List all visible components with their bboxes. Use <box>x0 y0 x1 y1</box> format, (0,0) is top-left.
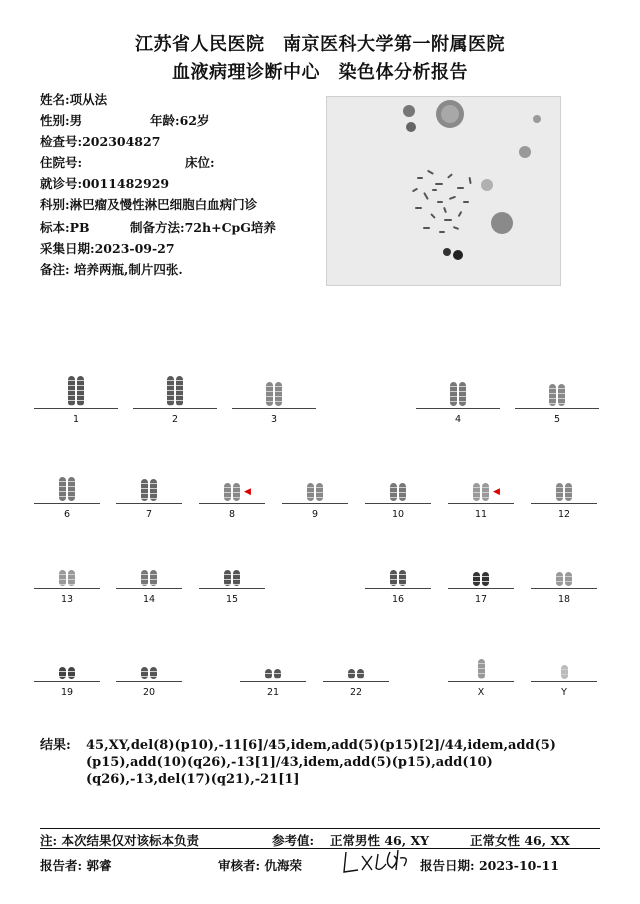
chromosome-13-2 <box>68 570 75 586</box>
chromosome-8-1 <box>224 483 231 501</box>
footer-divider-2 <box>40 848 600 849</box>
chromosome-20-2 <box>150 667 157 679</box>
karyotype-label-12: 12 <box>557 509 571 520</box>
karyotype-label-1: 1 <box>72 414 80 425</box>
chromosome-10-2 <box>399 483 406 501</box>
chromosome-22-2 <box>357 669 364 679</box>
karyotype-label-7: 7 <box>145 509 153 520</box>
karyotype-label-10: 10 <box>391 509 405 520</box>
karyotype-baseline-20 <box>116 681 182 682</box>
karyotype-label-4: 4 <box>454 414 462 425</box>
karyotype-label-6: 6 <box>63 509 71 520</box>
chromosome-7-1 <box>141 479 148 501</box>
result-label: 结果: <box>40 738 71 753</box>
chromosome-2-2 <box>176 376 183 406</box>
karyotype-baseline-15 <box>199 588 265 589</box>
karyotype-label-19: 19 <box>60 687 74 698</box>
chromosome-11-1 <box>473 483 480 501</box>
footer-note: 注: 本次结果仅对该标本负责 <box>40 833 199 848</box>
metaphase-image <box>326 96 561 286</box>
karyotype-baseline-17 <box>448 588 514 589</box>
hospital-title: 江苏省人民医院 南京医科大学第一附属医院 <box>135 34 505 55</box>
chromosome-21-2 <box>274 669 281 679</box>
patient-name: 姓名:项从法 <box>40 92 108 107</box>
chromosome-3-2 <box>275 382 282 406</box>
karyotype-baseline-y <box>531 681 597 682</box>
chromosome-6-1 <box>59 477 66 501</box>
abnormality-arrow-icon: ◀ <box>493 487 500 497</box>
karyotype-label-15: 15 <box>225 594 239 605</box>
chromosome-13-1 <box>59 570 66 586</box>
ward-number: 住院号: <box>40 155 83 170</box>
metaphase-drawing <box>327 97 560 285</box>
karyotype-baseline-10 <box>365 503 431 504</box>
karyotype-baseline-13 <box>34 588 100 589</box>
reporter: 报告者: 郭睿 <box>40 858 112 873</box>
chromosome-8-2 <box>233 483 240 501</box>
karyotype-label-16: 16 <box>391 594 405 605</box>
result-text: 45,XY,del(8)(p10),-11[6]/45,idem,add(5)(p15)[2]/44,idem,add(5)(p15),add(10)(q26),-13[1]/43,idem,add(5)(p15),add(10)(q26),-13,del(17)(q21),-21[1] <box>86 738 556 787</box>
chromosome-3-1 <box>266 382 273 406</box>
patient-age: 年龄:62岁 <box>150 113 210 128</box>
karyotype-baseline-7 <box>116 503 182 504</box>
karyotype-baseline-16 <box>365 588 431 589</box>
karyotype-baseline-11 <box>448 503 514 504</box>
collect-date: 采集日期:2023-09-27 <box>40 241 175 256</box>
karyotype-label-11: 11 <box>474 509 488 520</box>
karyotype-label-18: 18 <box>557 594 571 605</box>
karyotype-label-17: 17 <box>474 594 488 605</box>
chromosome-11-2 <box>482 483 489 501</box>
karyotype-label-3: 3 <box>270 414 278 425</box>
karyotype-label-21: 21 <box>266 687 280 698</box>
reference-male: 正常男性 46, XY <box>330 833 430 848</box>
remark: 备注: 培养两瓶,制片四张. <box>40 262 183 277</box>
report-title: 血液病理诊断中心 染色体分析报告 <box>172 62 468 83</box>
reference-female: 正常女性 46, XX <box>470 833 570 848</box>
karyotype-baseline-22 <box>323 681 389 682</box>
footer-divider <box>40 828 600 829</box>
chromosome-9-1 <box>307 483 314 501</box>
chromosome-5-2 <box>558 384 565 406</box>
chromosome-20-1 <box>141 667 148 679</box>
karyotype-baseline-1 <box>34 408 118 409</box>
karyotype-label-x: X <box>477 687 485 698</box>
karyotype-label-2: 2 <box>171 414 179 425</box>
chromosome-22-1 <box>348 669 355 679</box>
reviewer: 审核者: 仇海荣 <box>218 858 302 873</box>
chromosome-x-1 <box>478 659 485 679</box>
exam-number: 检查号:202304827 <box>40 134 161 149</box>
report-date: 报告日期: 2023-10-11 <box>420 858 559 873</box>
reference-label: 参考值: <box>272 833 315 848</box>
visit-number: 就诊号:0011482929 <box>40 176 170 191</box>
chromosome-16-1 <box>390 570 397 586</box>
chromosome-19-2 <box>68 667 75 679</box>
department: 科别:淋巴瘤及慢性淋巴细胞白血病门诊 <box>40 197 258 212</box>
karyotype-label-22: 22 <box>349 687 363 698</box>
karyotype-label-20: 20 <box>142 687 156 698</box>
chromosome-4-1 <box>450 382 457 406</box>
karyotype-baseline-x <box>448 681 514 682</box>
chromosome-1-1 <box>68 376 75 406</box>
karyotype-label-y: Y <box>561 687 567 698</box>
chromosome-5-1 <box>549 384 556 406</box>
karyotype-baseline-19 <box>34 681 100 682</box>
chromosome-14-2 <box>150 570 157 586</box>
karyotype-label-8: 8 <box>228 509 236 520</box>
karyotype-baseline-5 <box>515 408 599 409</box>
chromosome-15-2 <box>233 570 240 586</box>
karyotype-baseline-8 <box>199 503 265 504</box>
bed-number: 床位: <box>185 155 215 170</box>
chromosome-16-2 <box>399 570 406 586</box>
karyotype-label-13: 13 <box>60 594 74 605</box>
karyotype-baseline-14 <box>116 588 182 589</box>
result-block <box>40 737 600 788</box>
chromosome-18-1 <box>556 572 563 586</box>
patient-sex: 性别:男 <box>40 113 83 128</box>
chromosome-17-1 <box>473 572 480 586</box>
chromosome-10-1 <box>390 483 397 501</box>
chromosome-12-1 <box>556 483 563 501</box>
chromosome-1-2 <box>77 376 84 406</box>
chromosome-y-1 <box>561 665 568 679</box>
karyotype-baseline-2 <box>133 408 217 409</box>
abnormality-arrow-icon: ◀ <box>244 487 251 497</box>
karyotype-baseline-12 <box>531 503 597 504</box>
karyotype-baseline-21 <box>240 681 306 682</box>
karyotype-label-14: 14 <box>142 594 156 605</box>
chromosome-4-2 <box>459 382 466 406</box>
karyotype-baseline-4 <box>416 408 500 409</box>
chromosome-6-2 <box>68 477 75 501</box>
chromosome-12-2 <box>565 483 572 501</box>
karyotype-baseline-6 <box>34 503 100 504</box>
chromosome-17-2 <box>482 572 489 586</box>
signature <box>340 846 412 880</box>
karyotype-baseline-3 <box>232 408 316 409</box>
chromosome-21-1 <box>265 669 272 679</box>
prep-method: 制备方法:72h+CpG培养 <box>130 220 276 235</box>
chromosome-19-1 <box>59 667 66 679</box>
chromosome-9-2 <box>316 483 323 501</box>
karyotype-baseline-9 <box>282 503 348 504</box>
chromosome-14-1 <box>141 570 148 586</box>
chromosome-18-2 <box>565 572 572 586</box>
karyotype-label-5: 5 <box>553 414 561 425</box>
specimen: 标本:PB <box>40 220 90 235</box>
chromosome-2-1 <box>167 376 174 406</box>
karyotype-label-9: 9 <box>311 509 319 520</box>
chromosome-15-1 <box>224 570 231 586</box>
karyotype-baseline-18 <box>531 588 597 589</box>
chromosome-7-2 <box>150 479 157 501</box>
